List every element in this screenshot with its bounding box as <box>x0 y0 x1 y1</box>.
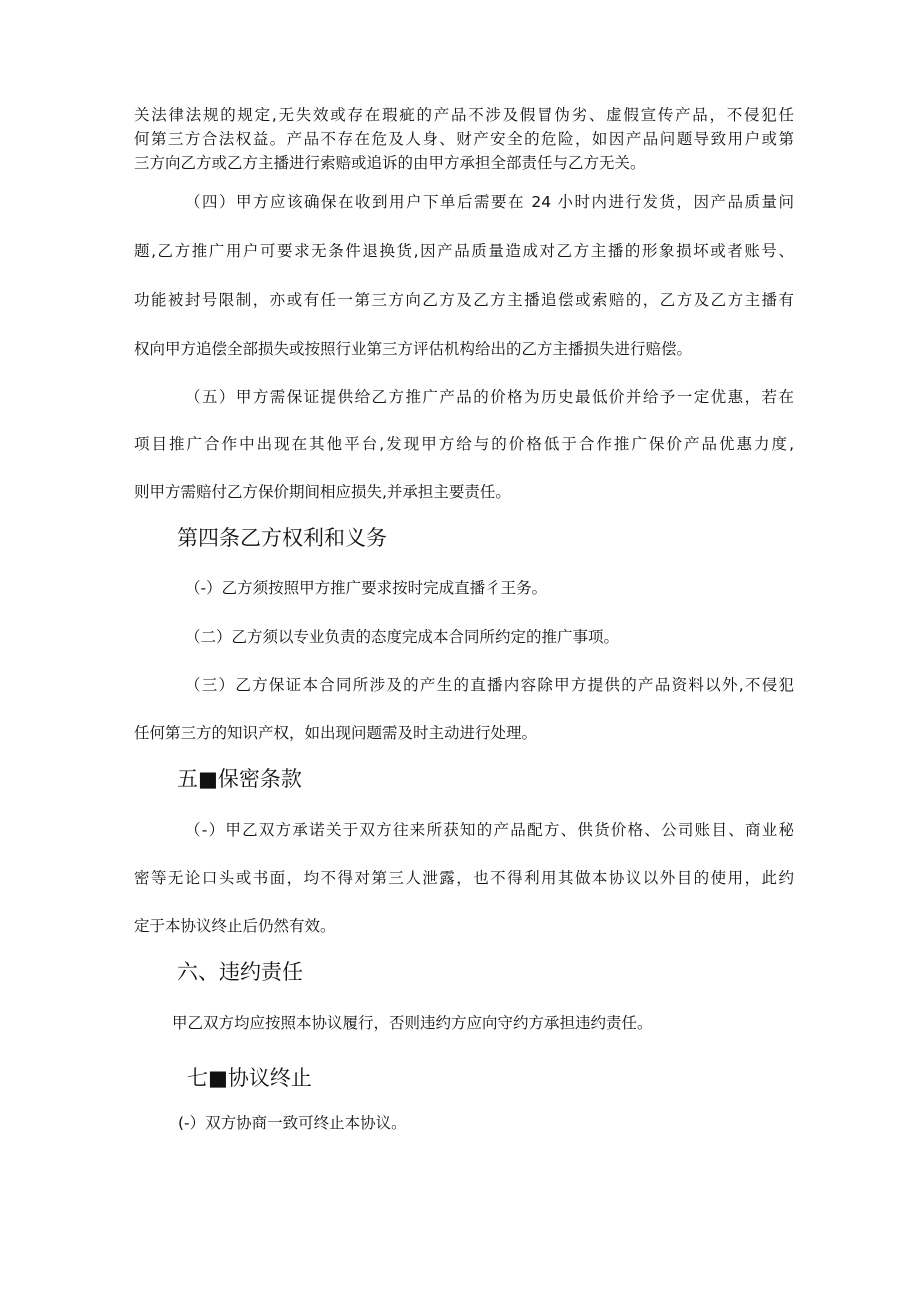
clause-five-line: 则甲方需赔付乙方保价期间相应损失,并承担主要责任。 <box>134 483 511 501</box>
clause-five-line: 项目推广合作中出现在其他平台,发现甲方给与的价格低于合作推广保价产品优惠力度, <box>134 435 794 453</box>
article-six-heading: 六、违约责任 <box>177 960 303 984</box>
article-four-clause-one: （-）乙方须按照甲方推广要求按时完成直播彳王务。 <box>185 579 548 597</box>
article-seven-heading: 七■协议终止 <box>187 1066 312 1090</box>
article-five-clause-line: 密等无论口头或书面，均不得对第三人泄露，也不得利用其做本协议以外目的使用，此约 <box>134 869 794 887</box>
clause-four-line: （四）甲方应该确保在收到用户下单后需要在 24 小时内进行发货，因产品质量问 <box>185 193 794 211</box>
article-four-clause-two: （二）乙方须以专业负责的态度完成本合同所约定的推广事项。 <box>185 628 620 646</box>
clause-five-line: （五）甲方需保证提供给乙方推广产品的价格为历史最低价并给予一定优惠，若在 <box>185 388 794 406</box>
paragraph-line: 三方向乙方或乙方主播进行索赔或追诉的由甲方承担全部责任与乙方无关。 <box>134 154 646 172</box>
article-five-clause-line: 定于本协议终止后仍然有效。 <box>134 917 336 935</box>
paragraph-line: 关法律法规的规定,无失效或存在瑕疵的产品不涉及假冒伪劣、虚假宣传产品，不侵犯任 <box>134 106 794 124</box>
article-seven-clause-one: (-）双方协商一致可终止本协议。 <box>178 1114 407 1132</box>
article-four-clause-three-line: （三）乙方保证本合同所涉及的产生的直播内容除甲方提供的产品资料以外,不侵犯 <box>185 676 794 694</box>
article-five-heading: 五■保密条款 <box>177 767 302 791</box>
clause-four-line: 权向甲方追偿全部损失或按照行业第三方评估机构给出的乙方主播损失进行赔偿。 <box>134 340 693 358</box>
article-five-clause-line: （-）甲乙双方承诺关于双方往来所获知的产品配方、供货价格、公司账目、商业秘 <box>185 821 794 839</box>
article-six-body: 甲乙双方均应按照本协议履行，否则违约方应向守约方承担违约责任。 <box>172 1014 653 1032</box>
clause-four-line: 功能被封号限制，亦或有任一第三方向乙方及乙方主播追偿或索赔的，乙方及乙方主播有 <box>134 291 794 309</box>
article-four-heading: 第四条乙方权利和义务 <box>177 526 387 550</box>
clause-four-line: 题,乙方推广用户可要求无条件退换货,因产品质量造成对乙方主播的形象损坏或者账号、 <box>134 242 794 260</box>
paragraph-line: 何第三方合法权益。产品不存在危及人身、财产安全的危险，如因产品问题导致用户或第 <box>134 130 794 148</box>
article-four-clause-three-line: 任何第三方的知识产权，如出现问题需及时主动进行处理。 <box>134 724 538 742</box>
